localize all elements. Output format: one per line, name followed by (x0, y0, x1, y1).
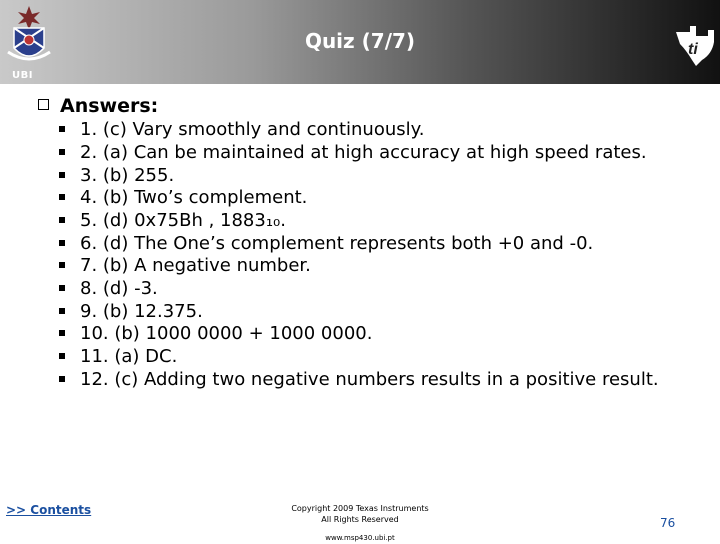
square-bullet-icon (59, 149, 65, 155)
square-bullet-icon (59, 217, 65, 223)
list-item: 10. (b) 1000 0000 + 1000 0000. (38, 323, 688, 345)
square-bullet-icon (59, 308, 65, 314)
copyright-line-1: Copyright 2009 Texas Instruments (291, 504, 429, 513)
square-bullet-icon (59, 285, 65, 291)
texas-instruments-logo-icon (672, 20, 720, 68)
square-bullet-icon (59, 126, 65, 132)
list-item: 6. (d) The One’s complement represents both +0 and -0. (38, 233, 688, 255)
page-number: 76 (660, 516, 676, 530)
list-item: 11. (a) DC. (38, 346, 688, 368)
list-item: 3. (b) 255. (38, 165, 688, 187)
list-item: 7. (b) A negative number. (38, 255, 688, 277)
slide-content (38, 94, 688, 390)
square-bullet-icon (59, 353, 65, 359)
answers-list (38, 119, 688, 390)
ubi-label: UBI (12, 70, 33, 81)
contents-link[interactable]: >> Contents (6, 503, 92, 517)
slide-header (0, 0, 720, 84)
answers-heading (38, 94, 688, 118)
list-item: 9. (b) 12.375. (38, 301, 688, 323)
copyright-line-2: All Rights Reserved (321, 515, 399, 524)
svg-text:ti: ti (688, 41, 698, 58)
list-item: 4. (b) Two’s complement. (38, 187, 688, 209)
square-bullet-icon (59, 376, 65, 382)
list-item: 12. (c) Adding two negative numbers results in a positive result. (38, 369, 688, 391)
square-bullet-icon (59, 240, 65, 246)
slide-title: Quiz (7/7) (304, 29, 416, 53)
list-item: 2. (a) Can be maintained at high accuracy at high speed rates. (38, 142, 688, 164)
list-item: 8. (d) -3. (38, 278, 688, 300)
list-item: 5. (d) 0x75Bh , 1883₁₀. (38, 210, 688, 232)
square-bullet-icon (59, 262, 65, 268)
website-url: www.msp430.ubi.pt (325, 534, 395, 542)
checkbox-bullet-icon (38, 99, 49, 110)
square-bullet-icon (59, 172, 65, 178)
square-bullet-icon (59, 330, 65, 336)
answers-heading-text: Answers: (60, 95, 159, 117)
copyright-notice (270, 503, 450, 544)
square-bullet-icon (59, 194, 65, 200)
list-item: 1. (c) Vary smoothly and continuously. (38, 119, 688, 141)
